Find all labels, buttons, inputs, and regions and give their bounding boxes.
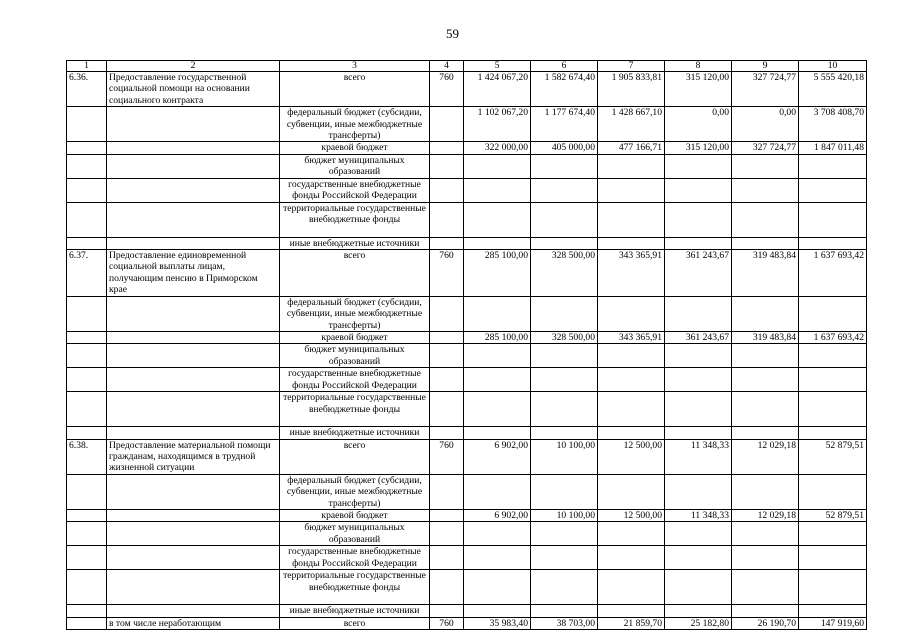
budget-code: 760 (430, 72, 464, 107)
amount-cell (598, 427, 665, 439)
amount-cell: 0,00 (732, 107, 799, 142)
amount-cell: 1 582 674,40 (531, 72, 598, 107)
amount-cell (732, 570, 799, 605)
amount-cell (531, 570, 598, 605)
source-regional: краевой бюджет (280, 331, 430, 343)
table-row (67, 605, 867, 617)
amount-cell: 322 000,00 (464, 142, 531, 154)
budget-code (430, 331, 464, 343)
amount-cell (665, 474, 732, 509)
budget-code (430, 392, 464, 427)
table-row (67, 237, 867, 249)
amount-cell: 26 190,70 (732, 617, 799, 629)
amount-cell (531, 344, 598, 368)
amount-cell (665, 605, 732, 617)
budget-code (430, 474, 464, 509)
amount-cell (464, 605, 531, 617)
amount-cell (799, 427, 867, 439)
column-header: 6 (531, 61, 598, 72)
amount-cell: 1 424 067,20 (464, 72, 531, 107)
amount-cell (732, 392, 799, 427)
amount-cell (464, 392, 531, 427)
column-header: 10 (799, 61, 867, 72)
item-number (67, 392, 107, 427)
amount-cell (598, 392, 665, 427)
table-row (67, 178, 867, 202)
item-name (107, 237, 280, 249)
table-row (67, 250, 867, 297)
amount-cell: 285 100,00 (464, 331, 531, 343)
item-number (67, 107, 107, 142)
column-header: 2 (107, 61, 280, 72)
amount-cell (531, 237, 598, 249)
amount-cell: 1 847 011,48 (799, 142, 867, 154)
amount-cell (732, 427, 799, 439)
item-number (67, 546, 107, 570)
amount-cell: 38 703,00 (531, 617, 598, 629)
source-municipal: бюджет муниципальных образований (280, 154, 430, 178)
item-name (107, 570, 280, 605)
amount-cell (464, 474, 531, 509)
amount-cell (464, 546, 531, 570)
amount-cell: 52 879,51 (799, 509, 867, 521)
source-other: иные внебюджетные источники (280, 605, 430, 617)
amount-cell (799, 202, 867, 237)
source-federal: федеральный бюджет (субсидии, субвенции, иные межбюджетные трансферты) (280, 296, 430, 331)
amount-cell (598, 605, 665, 617)
table-row (67, 331, 867, 343)
amount-cell: 319 483,84 (732, 331, 799, 343)
amount-cell: 285 100,00 (464, 250, 531, 297)
amount-cell (665, 570, 732, 605)
item-number (67, 202, 107, 237)
column-header: 8 (665, 61, 732, 72)
budget-code (430, 509, 464, 521)
budget-code (430, 344, 464, 368)
amount-cell: 343 365,91 (598, 250, 665, 297)
amount-cell (665, 344, 732, 368)
table-row (67, 522, 867, 546)
amount-cell: 405 000,00 (531, 142, 598, 154)
amount-cell (799, 368, 867, 392)
source-regional: краевой бюджет (280, 509, 430, 521)
source-territorial-funds: территориальные государственные внебюджетные фонды (280, 202, 430, 237)
source-regional: краевой бюджет (280, 142, 430, 154)
source-municipal: бюджет муниципальных образований (280, 344, 430, 368)
item-number (67, 178, 107, 202)
amount-cell (665, 178, 732, 202)
table-row (67, 474, 867, 509)
item-number (67, 344, 107, 368)
table-row (67, 344, 867, 368)
amount-cell (531, 368, 598, 392)
amount-cell (732, 237, 799, 249)
amount-cell (665, 368, 732, 392)
amount-cell (799, 178, 867, 202)
amount-cell: 1 637 693,42 (799, 331, 867, 343)
item-number (67, 617, 107, 629)
source-federal: федеральный бюджет (субсидии, субвенции, иные межбюджетные трансферты) (280, 107, 430, 142)
table-row (67, 368, 867, 392)
amount-cell (531, 202, 598, 237)
amount-cell (799, 344, 867, 368)
amount-cell: 12 500,00 (598, 509, 665, 521)
amount-cell (464, 202, 531, 237)
amount-cell: 1 102 067,20 (464, 107, 531, 142)
item-number (67, 570, 107, 605)
amount-cell (598, 368, 665, 392)
amount-cell: 328 500,00 (531, 331, 598, 343)
amount-cell: 25 182,80 (665, 617, 732, 629)
amount-cell (598, 202, 665, 237)
amount-cell (598, 546, 665, 570)
amount-cell: 12 029,18 (732, 509, 799, 521)
column-header: 7 (598, 61, 665, 72)
budget-code: 760 (430, 439, 464, 474)
item-number (67, 427, 107, 439)
amount-cell: 6 902,00 (464, 439, 531, 474)
amount-cell (464, 237, 531, 249)
source-territorial-funds: территориальные государственные внебюджетные фонды (280, 570, 430, 605)
amount-cell (799, 570, 867, 605)
item-name (107, 427, 280, 439)
source-total: всего (280, 72, 430, 107)
budget-code (430, 154, 464, 178)
amount-cell (665, 154, 732, 178)
item-number (67, 296, 107, 331)
item-number (67, 522, 107, 546)
item-name: Предоставление государственной социальной помощи на основании социального контракта (107, 72, 280, 107)
table-row (67, 296, 867, 331)
item-name (107, 368, 280, 392)
budget-code (430, 368, 464, 392)
item-name (107, 107, 280, 142)
budget-code (430, 546, 464, 570)
source-total: всего (280, 617, 430, 629)
amount-cell (464, 570, 531, 605)
table-row (67, 570, 867, 605)
table-row (67, 439, 867, 474)
column-header: 4 (430, 61, 464, 72)
amount-cell: 327 724,77 (732, 142, 799, 154)
column-header: 3 (280, 61, 430, 72)
item-number (67, 368, 107, 392)
amount-cell (464, 344, 531, 368)
item-name (107, 296, 280, 331)
table-row (67, 142, 867, 154)
amount-cell (799, 154, 867, 178)
item-name (107, 331, 280, 343)
budget-code: 760 (430, 250, 464, 297)
item-number (67, 474, 107, 509)
item-name (107, 546, 280, 570)
source-total: всего (280, 439, 430, 474)
table-row (67, 427, 867, 439)
amount-cell: 12 500,00 (598, 439, 665, 474)
amount-cell: 0,00 (665, 107, 732, 142)
source-municipal: бюджет муниципальных образований (280, 522, 430, 546)
amount-cell (732, 202, 799, 237)
table-row (67, 392, 867, 427)
source-state-funds: государственные внебюджетные фонды Российской Федерации (280, 546, 430, 570)
amount-cell (531, 392, 598, 427)
item-name (107, 522, 280, 546)
item-number: 6.36. (67, 72, 107, 107)
table-row-subtotal (67, 617, 867, 629)
budget-code (430, 107, 464, 142)
amount-cell (464, 154, 531, 178)
column-header: 9 (732, 61, 799, 72)
item-name (107, 392, 280, 427)
amount-cell: 315 120,00 (665, 142, 732, 154)
amount-cell (598, 474, 665, 509)
amount-cell (799, 546, 867, 570)
amount-cell (732, 474, 799, 509)
amount-cell: 1 177 674,40 (531, 107, 598, 142)
amount-cell: 319 483,84 (732, 250, 799, 297)
amount-cell: 343 365,91 (598, 331, 665, 343)
budget-code (430, 296, 464, 331)
table-row (67, 72, 867, 107)
table-row (67, 154, 867, 178)
table-row (67, 509, 867, 521)
amount-cell (665, 237, 732, 249)
source-other: иные внебюджетные источники (280, 427, 430, 439)
amount-cell (799, 296, 867, 331)
amount-cell: 361 243,67 (665, 331, 732, 343)
amount-cell: 12 029,18 (732, 439, 799, 474)
amount-cell (598, 237, 665, 249)
item-name (107, 142, 280, 154)
amount-cell (732, 605, 799, 617)
item-number (67, 509, 107, 521)
budget-code (430, 178, 464, 202)
source-state-funds: государственные внебюджетные фонды Российской Федерации (280, 368, 430, 392)
table-row (67, 202, 867, 237)
amount-cell (531, 546, 598, 570)
item-name: в том числе неработающим (107, 617, 280, 629)
source-other: иные внебюджетные источники (280, 237, 430, 249)
source-total: всего (280, 250, 430, 297)
amount-cell (598, 570, 665, 605)
amount-cell: 11 348,33 (665, 509, 732, 521)
item-name (107, 178, 280, 202)
item-number: 6.37. (67, 250, 107, 297)
item-number (67, 331, 107, 343)
amount-cell: 147 919,60 (799, 617, 867, 629)
table-row (67, 546, 867, 570)
amount-cell (598, 344, 665, 368)
budget-code (430, 237, 464, 249)
amount-cell (665, 522, 732, 546)
budget-code (430, 570, 464, 605)
item-name (107, 154, 280, 178)
amount-cell (665, 296, 732, 331)
amount-cell (598, 178, 665, 202)
amount-cell: 327 724,77 (732, 72, 799, 107)
amount-cell: 1 428 667,10 (598, 107, 665, 142)
column-header: 1 (67, 61, 107, 72)
column-number-row (67, 61, 867, 72)
table-row (67, 107, 867, 142)
amount-cell (732, 344, 799, 368)
item-name: Предоставление единовременной социальной выплаты лицам, получающим пенсию в Приморском крае (107, 250, 280, 297)
source-territorial-funds: территориальные государственные внебюджетные фонды (280, 392, 430, 427)
amount-cell (799, 522, 867, 546)
item-number (67, 142, 107, 154)
item-name (107, 474, 280, 509)
amount-cell: 315 120,00 (665, 72, 732, 107)
page-number: 59 (446, 26, 459, 41)
amount-cell: 328 500,00 (531, 250, 598, 297)
amount-cell (531, 605, 598, 617)
amount-cell (732, 546, 799, 570)
amount-cell (598, 296, 665, 331)
amount-cell (665, 546, 732, 570)
amount-cell: 1 637 693,42 (799, 250, 867, 297)
amount-cell: 10 100,00 (531, 509, 598, 521)
amount-cell (464, 522, 531, 546)
amount-cell (732, 296, 799, 331)
amount-cell (799, 605, 867, 617)
amount-cell (665, 392, 732, 427)
amount-cell: 1 905 833,81 (598, 72, 665, 107)
amount-cell: 3 708 408,70 (799, 107, 867, 142)
item-name: Предоставление материальной помощи гражданам, находящимся в трудной жизненной ситуации (107, 439, 280, 474)
source-federal: федеральный бюджет (субсидии, субвенции, иные межбюджетные трансферты) (280, 474, 430, 509)
item-number (67, 605, 107, 617)
item-number (67, 154, 107, 178)
budget-code (430, 142, 464, 154)
amount-cell: 52 879,51 (799, 439, 867, 474)
item-name (107, 202, 280, 237)
amount-cell (531, 296, 598, 331)
amount-cell: 5 555 420,18 (799, 72, 867, 107)
item-number: 6.38. (67, 439, 107, 474)
amount-cell (464, 178, 531, 202)
amount-cell (732, 154, 799, 178)
amount-cell (732, 522, 799, 546)
item-number (67, 237, 107, 249)
item-name (107, 605, 280, 617)
budget-code (430, 605, 464, 617)
table-body (67, 72, 867, 630)
budget-code (430, 522, 464, 546)
amount-cell (531, 474, 598, 509)
amount-cell (531, 178, 598, 202)
amount-cell: 35 983,40 (464, 617, 531, 629)
amount-cell (464, 427, 531, 439)
amount-cell: 21 859,70 (598, 617, 665, 629)
source-state-funds: государственные внебюджетные фонды Российской Федерации (280, 178, 430, 202)
amount-cell (732, 368, 799, 392)
item-name (107, 344, 280, 368)
amount-cell (799, 237, 867, 249)
amount-cell (598, 154, 665, 178)
amount-cell: 6 902,00 (464, 509, 531, 521)
amount-cell: 10 100,00 (531, 439, 598, 474)
amount-cell (799, 474, 867, 509)
amount-cell (732, 178, 799, 202)
budget-code: 760 (430, 617, 464, 629)
amount-cell (799, 392, 867, 427)
item-name (107, 509, 280, 521)
amount-cell: 477 166,71 (598, 142, 665, 154)
amount-cell: 361 243,67 (665, 250, 732, 297)
amount-cell (665, 427, 732, 439)
amount-cell (531, 154, 598, 178)
amount-cell (598, 522, 665, 546)
column-header: 5 (464, 61, 531, 72)
budget-code (430, 202, 464, 237)
amount-cell (665, 202, 732, 237)
amount-cell (464, 296, 531, 331)
amount-cell: 11 348,33 (665, 439, 732, 474)
budget-code (430, 427, 464, 439)
amount-cell (531, 522, 598, 546)
amount-cell (531, 427, 598, 439)
budget-table (66, 60, 867, 630)
amount-cell (464, 368, 531, 392)
